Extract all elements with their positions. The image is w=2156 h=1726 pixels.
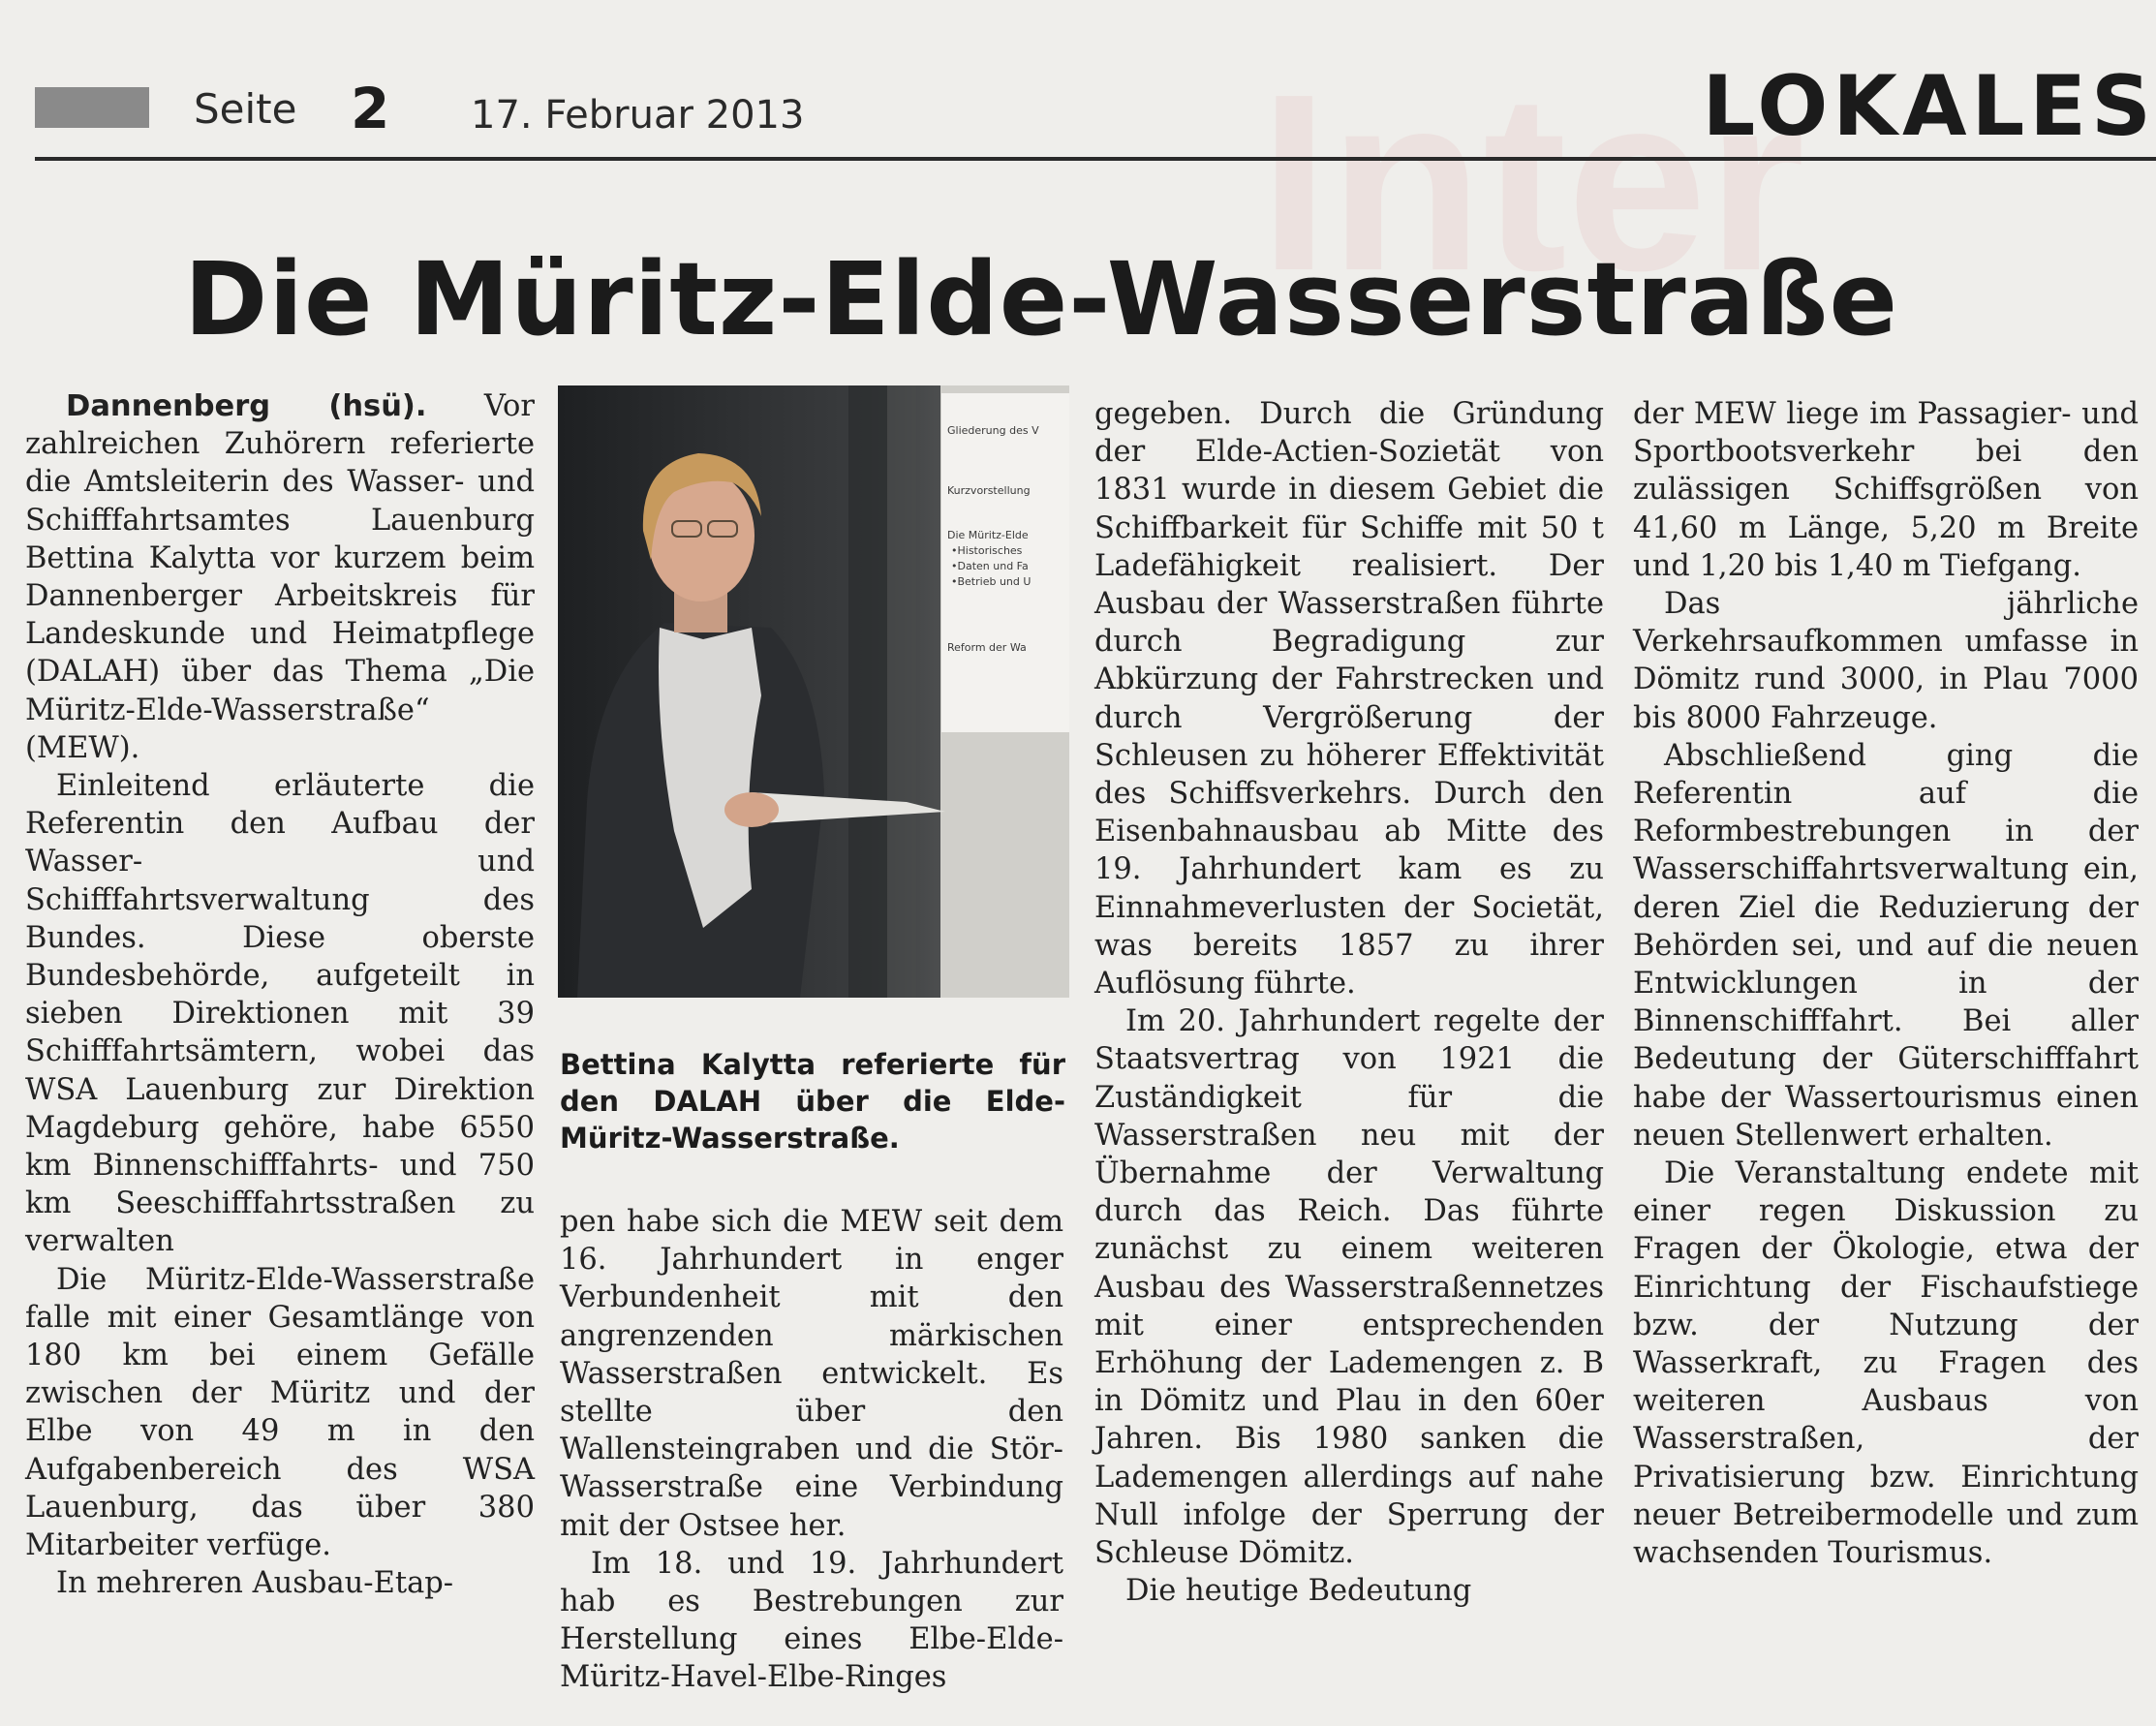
svg-text:Die Müritz-Elde: Die Müritz-Elde (947, 529, 1029, 541)
article-paragraph: Im 20. Jahrhundert regelte der Staatsvertrag von 1921 die Zuständigkeit für die Wasserstraßen neu mit der Übernahme der Verwaltung durch das Reich. Das führte zunächst zu einem weiteren Ausbau des Wasserstraßennetzes mit einer entsprechenden Erhöhung der Lademengen z. B in Dömitz und Plau in den 60er Jahren. Bis 1980 sanken die Lademengen allerdings auf nahe Null infolge der Sperrung der Schleuse Dömitz. (1094, 1004, 1604, 1571)
svg-text:Kurzvorstellung: Kurzvorstellung (947, 484, 1031, 497)
issue-date: 17. Februar 2013 (471, 93, 805, 138)
photo-caption: Bettina Kalytta referierte für den DALAH über die Elde-Müritz-Wasserstraße. (560, 1048, 1065, 1155)
article-text: Vor zahlreichen Zuhörern referierte die Amtsleiterin des Wasser- und Schifffahrtsamtes Lauenburg Bettina Kalytta vor kurzem beim Dannenberger Arbeitskreis für Landeskunde und Heimatpflege (DALAH) über das Thema „Die Müritz-Elde-Wasserstraße“ (MEW). (25, 389, 535, 765)
article-paragraph: In mehreren Ausbau-Etap- (56, 1566, 454, 1601)
svg-text:•Historisches: •Historisches (951, 544, 1023, 557)
header-rule (35, 157, 2156, 161)
header-color-bar (35, 87, 149, 128)
page-label: Seite (194, 85, 297, 133)
article-paragraph: gegeben. Durch die Gründung der Elde-Actien-Sozietät von 1831 wurde in diesem Gebiet die Schiffbarkeit für Schiffe mit 50 t Ladefähigkeit realisiert. Der Ausbau der Wasserstraßen führte durch Begradigung zur Abkürzung der Fahrstrecken und durch Vergrößerung der Schleusen zu höherer Effektivität des Schiffsverkehrs. Durch den Eisenbahnausbau ab Mitte des 19. Jahrhundert kam es zu Einnahmeverlusten der Societät, was bereits 1857 zu ihrer Auflösung führte. (1094, 397, 1604, 1002)
section-title: LOKALES (1702, 58, 2156, 155)
article-paragraph: Im 18. und 19. Jahrhundert hab es Bestrebungen zur Herstellung eines Elbe-Elde-Müritz-Havel-Elbe-Ringes (560, 1546, 1063, 1695)
svg-text:Gliederung des V: Gliederung des V (947, 424, 1039, 437)
article-paragraph: Die Müritz-Elde-Wasserstraße falle mit einer Gesamtlänge von 180 km bei einem Gefälle zwischen der Müritz und der Elbe von 49 m in den Aufgabenbereich des WSA Lauenburg, das über 380 Mitarbeiter verfüge. (25, 1262, 535, 1563)
svg-text:•Betrieb und U: •Betrieb und U (951, 575, 1032, 588)
article-column-2 (560, 1203, 1063, 1697)
article-paragraph: Das jährliche Verkehrsaufkommen umfasse in Dömitz rund 3000, in Plau 7000 bis 8000 Fahrzeuge. (1633, 587, 2139, 735)
photo-illustration (558, 385, 1069, 998)
article-photo (558, 385, 1069, 998)
article-column-3 (1094, 395, 1604, 1611)
article-headline: Die Müritz-Elde-Wasserstraße (184, 240, 1898, 358)
article-paragraph: Die heutige Bedeutung (1125, 1574, 1472, 1609)
article-paragraph: Die Veranstaltung endete mit einer regen Diskussion zu Fragen der Ökologie, etwa der Einrichtung der Fischaufstiege bzw. der Nutzung der Wasserkraft, zu Fragen des weiteren Ausbaus von Wasserstraßen, der Privatisierung bzw. Einrichtung neuer Betreibermodelle und zum wachsenden Tourismus. (1633, 1156, 2139, 1571)
article-column-1 (25, 387, 535, 1603)
article-paragraph: der MEW liege im Passagier- und Sportbootsverkehr bei den zulässigen Schiffsgrößen von 41,60 m Länge, 5,20 m Breite und 1,20 bis 1,40 m Tiefgang. (1633, 397, 2139, 583)
article-paragraph (25, 387, 535, 767)
article-column-4 (1633, 395, 2139, 1572)
page-number: 2 (351, 76, 390, 141)
article-paragraph: Einleitend erläuterte die Referentin den Aufbau der Wasser- und Schifffahrtsverwaltung des Bundes. Diese oberste Bundesbehörde, aufgeteilt in sieben Direktionen mit 39 Schifffahrtsämtern, wobei das WSA Lauenburg zur Direktion Magdeburg gehöre, habe 6550 km Binnenschifffahrts- und 750 km Seeschifffahrtsstraßen zu verwalten (25, 769, 535, 1259)
svg-text:•Daten und Fa: •Daten und Fa (951, 560, 1029, 572)
bleed-through-decoration: Inter (1259, 43, 1805, 324)
article-paragraph: pen habe sich die MEW seit dem 16. Jahrhundert in enger Verbundenheit mit den angrenzenden märkischen Wasserstraßen entwickelt. Es stellte über den Wallensteingraben und die Stör-Wasserstraße eine Verbindung mit der Ostsee her. (560, 1205, 1063, 1543)
article-dateline: Dannenberg (hsü). (66, 389, 427, 423)
article-paragraph: Abschließend ging die Referentin auf die Reformbestrebungen in der Wasserschiffahrtsverwaltung ein, deren Ziel die Reduzierung der Behörden sei, und auf die neuen Entwicklungen in der Binnenschifffahrt. Bei aller Bedeutung der Güterschifffahrt habe der Wassertourismus einen neuen Stellenwert erhalten. (1633, 738, 2139, 1153)
svg-text:Reform der Wa: Reform der Wa (947, 641, 1027, 654)
